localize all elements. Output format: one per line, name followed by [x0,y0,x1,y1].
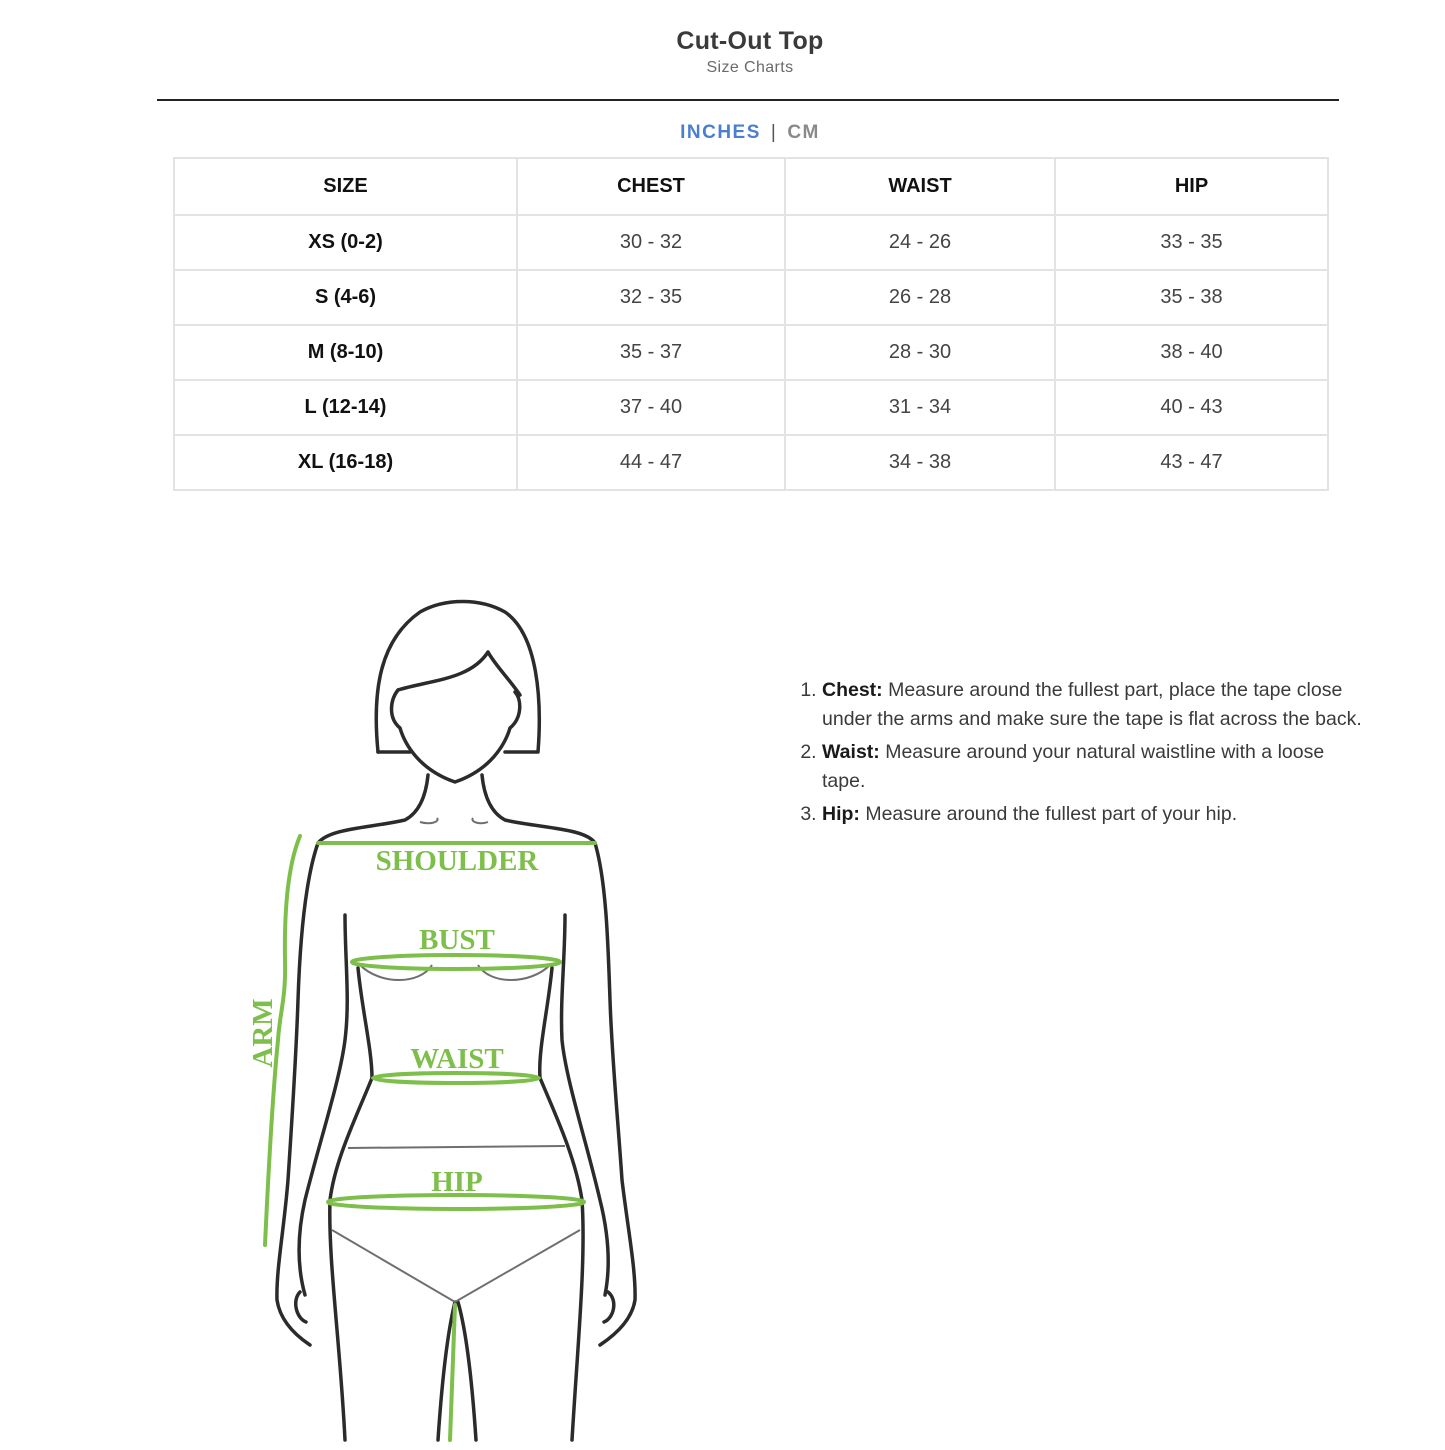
size-cell: XL (16-18) [174,435,517,490]
instruction-text: Measure around the fullest part of your hip. [859,803,1238,825]
unit-separator: | [770,122,778,143]
hip-cell: 35 - 38 [1055,270,1328,325]
shoulder-label: SHOULDER [375,845,539,877]
instruction-term: Waist: [822,741,880,763]
unit-toggle [0,122,1445,144]
measurement-instructions [796,676,1367,833]
waist-cell: 28 - 30 [785,325,1055,380]
waist-cell: 31 - 34 [785,380,1055,435]
hip-cell: 38 - 40 [1055,325,1328,380]
instruction-chest [822,676,1367,734]
table-row [174,270,1328,325]
chest-cell: 30 - 32 [517,215,785,270]
table-row [174,325,1328,380]
table-row [174,380,1328,435]
table-row [174,215,1328,270]
unit-cm-button[interactable]: CM [787,122,820,143]
size-cell: L (12-14) [174,380,517,435]
column-header-waist: WAIST [785,158,1055,215]
header-divider [157,99,1339,101]
size-cell: S (4-6) [174,270,517,325]
chest-cell: 44 - 47 [517,435,785,490]
column-header-chest: CHEST [517,158,785,215]
chest-cell: 32 - 35 [517,270,785,325]
hip-cell: 33 - 35 [1055,215,1328,270]
arm-label: ARM [247,998,279,1068]
instruction-waist [822,738,1367,796]
column-header-hip: HIP [1055,158,1328,215]
hip-cell: 40 - 43 [1055,380,1328,435]
hip-label: HIP [431,1166,483,1198]
instruction-text: Measure around your natural waistline with a loose tape. [822,741,1325,792]
bust-label: BUST [419,924,495,956]
measurement-figure [230,590,670,1445]
hip-cell: 43 - 47 [1055,435,1328,490]
table-row [174,435,1328,490]
instruction-hip [822,800,1367,829]
waist-label: WAIST [410,1043,504,1075]
page-subtitle: Size Charts [706,59,794,76]
instruction-text: Measure around the fullest part, place the tape close under the arms and make sure the tape is flat across the back. [822,679,1362,730]
page-header [0,26,1445,78]
size-cell: XS (0-2) [174,215,517,270]
table-header-row [174,158,1328,215]
size-chart-table [173,157,1329,491]
column-header-size: SIZE [174,158,517,215]
waist-cell: 24 - 26 [785,215,1055,270]
size-cell: M (8-10) [174,325,517,380]
body-outline-illustration [230,590,670,1445]
chest-cell: 35 - 37 [517,325,785,380]
chest-cell: 37 - 40 [517,380,785,435]
instruction-term: Chest: [822,679,883,701]
waist-cell: 26 - 28 [785,270,1055,325]
unit-inches-button[interactable]: INCHES [680,122,761,143]
page-title: Cut-Out Top [676,27,824,55]
instruction-term: Hip: [822,803,860,825]
waist-cell: 34 - 38 [785,435,1055,490]
